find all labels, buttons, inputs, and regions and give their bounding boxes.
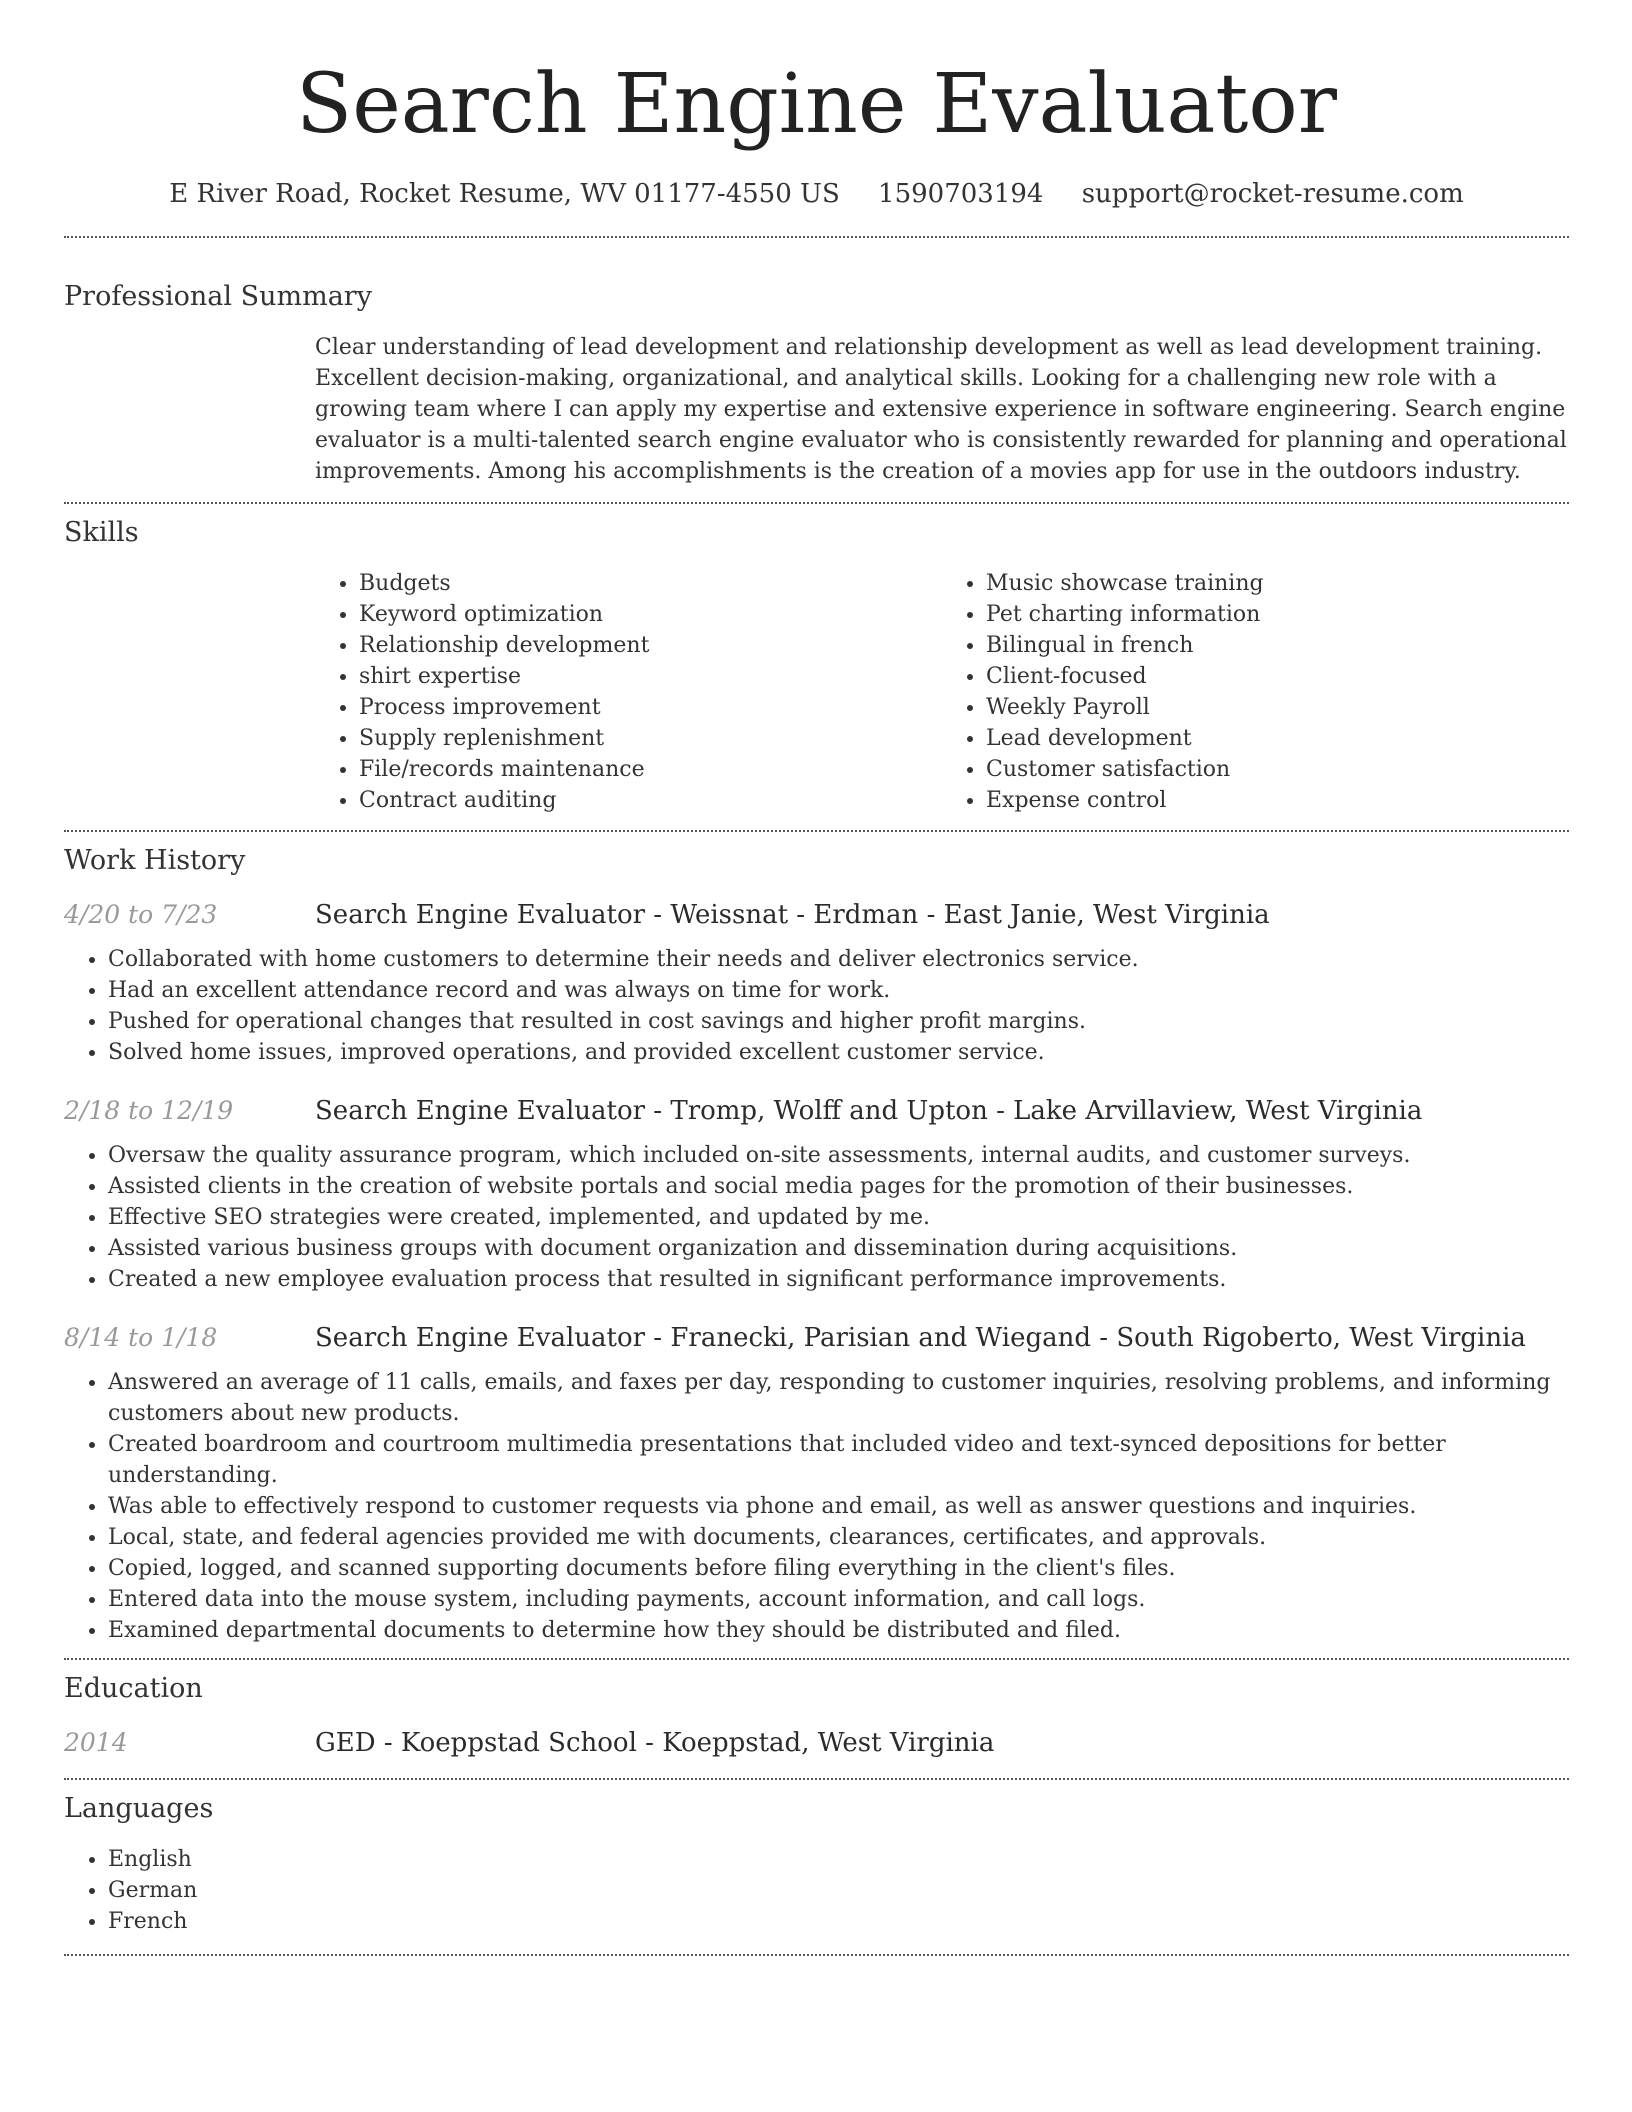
education-entry (64, 1728, 1569, 1758)
languages-heading: Languages (64, 1793, 214, 1824)
language-item: • English (108, 1844, 1569, 1875)
job-bullet: • Assisted clients in the creation of website portals and social media pages for the promotion of their businesses. (108, 1171, 1569, 1202)
job-dates: 2/18 to 12/19 (64, 1096, 234, 1125)
languages-section (64, 1792, 1569, 1937)
job-title: Search Engine Evaluator - Weissnat - Erdman - East Janie, West Virginia (315, 900, 1270, 930)
skill-item: • Customer satisfaction (986, 754, 1569, 785)
job-entry (64, 1323, 1569, 1646)
summary-section (64, 280, 1569, 487)
address: E River Road, Rocket Resume, WV 01177-4550 US (169, 179, 840, 209)
job-entry (64, 1096, 1569, 1295)
job-bullet: • Was able to effectively respond to customer requests via phone and email, as well as answer questions and inquiries. (108, 1491, 1569, 1522)
job-bullet: • Local, state, and federal agencies provided me with documents, clearances, certificates, and approvals. (108, 1522, 1569, 1553)
job-header (64, 1096, 1569, 1126)
job-bullets (64, 944, 1569, 1068)
job-header (64, 900, 1569, 930)
job-bullet: • Answered an average of 11 calls, emails, and faxes per day, responding to customer inquiries, resolving problems, and informing customers about new products. (108, 1367, 1569, 1429)
job-bullet: • Created a new employee evaluation process that resulted in significant performance improvements. (108, 1264, 1569, 1295)
work-history-heading: Work History (64, 845, 246, 876)
job-title: Search Engine Evaluator - Tromp, Wolff and Upton - Lake Arvillaview, West Virginia (315, 1096, 1423, 1126)
job-bullets (64, 1140, 1569, 1295)
job-bullet: • Assisted various business groups with document organization and dissemination during acquisitions. (108, 1233, 1569, 1264)
language-item: • German (108, 1875, 1569, 1906)
skill-item: • Weekly Payroll (986, 692, 1569, 723)
divider (64, 1778, 1569, 1780)
job-entry (64, 900, 1569, 1068)
job-bullet: • Entered data into the mouse system, including payments, account information, and call logs. (108, 1584, 1569, 1615)
job-dates: 8/14 to 1/18 (64, 1323, 218, 1352)
job-header (64, 1323, 1569, 1353)
email-address: support@rocket-resume.com (1081, 179, 1464, 209)
education-heading: Education (64, 1673, 203, 1704)
languages-list (64, 1844, 1569, 1937)
job-bullet: • Solved home issues, improved operations, and provided excellent customer service. (108, 1037, 1569, 1068)
language-item: • French (108, 1906, 1569, 1937)
summary-heading: Professional Summary (64, 281, 372, 312)
summary-text: Clear understanding of lead development and relationship development as well as lead development training. Excellent decision-making, organizational, and analytical skills. Looking for a challenging new role with a growing team where I can apply my expertise and extensive experience in software engineering. Search engine evaluator is a multi-talented search engine evaluator who is consistently rewarded for planning and operational improvements. Among his accomplishments is the creation of a movies app for use in the outdoors industry. (315, 335, 1567, 484)
education-title: GED - Koeppstad School - Koeppstad, West Virginia (315, 1728, 995, 1758)
job-bullet: • Collaborated with home customers to determine their needs and deliver electronics service. (108, 944, 1569, 975)
skill-item: • Supply replenishment (359, 723, 942, 754)
job-bullets (64, 1367, 1569, 1646)
skill-item: • Contract auditing (359, 785, 942, 816)
skill-item: • Relationship development (359, 630, 942, 661)
skill-item: • Client-focused (986, 661, 1569, 692)
resume-page (64, 0, 1569, 1956)
skill-item: • Budgets (359, 568, 942, 599)
skill-item: • Bilingual in french (986, 630, 1569, 661)
divider (64, 236, 1569, 238)
skills-section (64, 516, 1569, 816)
job-title: Search Engine Evaluator - Franecki, Parisian and Wiegand - South Rigoberto, West Virginia (315, 1323, 1526, 1353)
divider (64, 502, 1569, 504)
job-bullet: • Created boardroom and courtroom multimedia presentations that included video and text-synced depositions for better understanding. (108, 1429, 1569, 1491)
skill-item: • Pet charting information (986, 599, 1569, 630)
skill-item: • Expense control (986, 785, 1569, 816)
contact-line (64, 177, 1569, 211)
divider (64, 1954, 1569, 1956)
skills-columns (315, 568, 1569, 816)
job-dates: 4/20 to 7/23 (64, 900, 218, 929)
skills-list-right (942, 568, 1569, 816)
job-bullet: • Copied, logged, and scanned supporting documents before filing everything in the client's files. (108, 1553, 1569, 1584)
job-bullet: • Examined departmental documents to determine how they should be distributed and filed. (108, 1615, 1569, 1646)
skills-heading: Skills (64, 517, 139, 548)
skill-item: • Process improvement (359, 692, 942, 723)
candidate-name: Search Engine Evaluator (296, 57, 1337, 152)
job-bullet: • Effective SEO strategies were created, implemented, and updated by me. (108, 1202, 1569, 1233)
job-bullet: • Oversaw the quality assurance program, which included on-site assessments, internal audits, and customer surveys. (108, 1140, 1569, 1171)
skill-item: • Music showcase training (986, 568, 1569, 599)
job-bullet: • Pushed for operational changes that resulted in cost savings and higher profit margins. (108, 1006, 1569, 1037)
work-history-section (64, 844, 1569, 1646)
resume-header (64, 0, 1569, 211)
skill-item: • shirt expertise (359, 661, 942, 692)
phone-number: 1590703194 (878, 179, 1044, 209)
education-year: 2014 (64, 1728, 128, 1757)
skill-item: • File/records maintenance (359, 754, 942, 785)
skill-item: • Lead development (986, 723, 1569, 754)
skill-item: • Keyword optimization (359, 599, 942, 630)
skills-list-left (315, 568, 942, 816)
divider (64, 1658, 1569, 1660)
divider (64, 830, 1569, 832)
education-section (64, 1672, 1569, 1758)
job-bullet: • Had an excellent attendance record and was always on time for work. (108, 975, 1569, 1006)
